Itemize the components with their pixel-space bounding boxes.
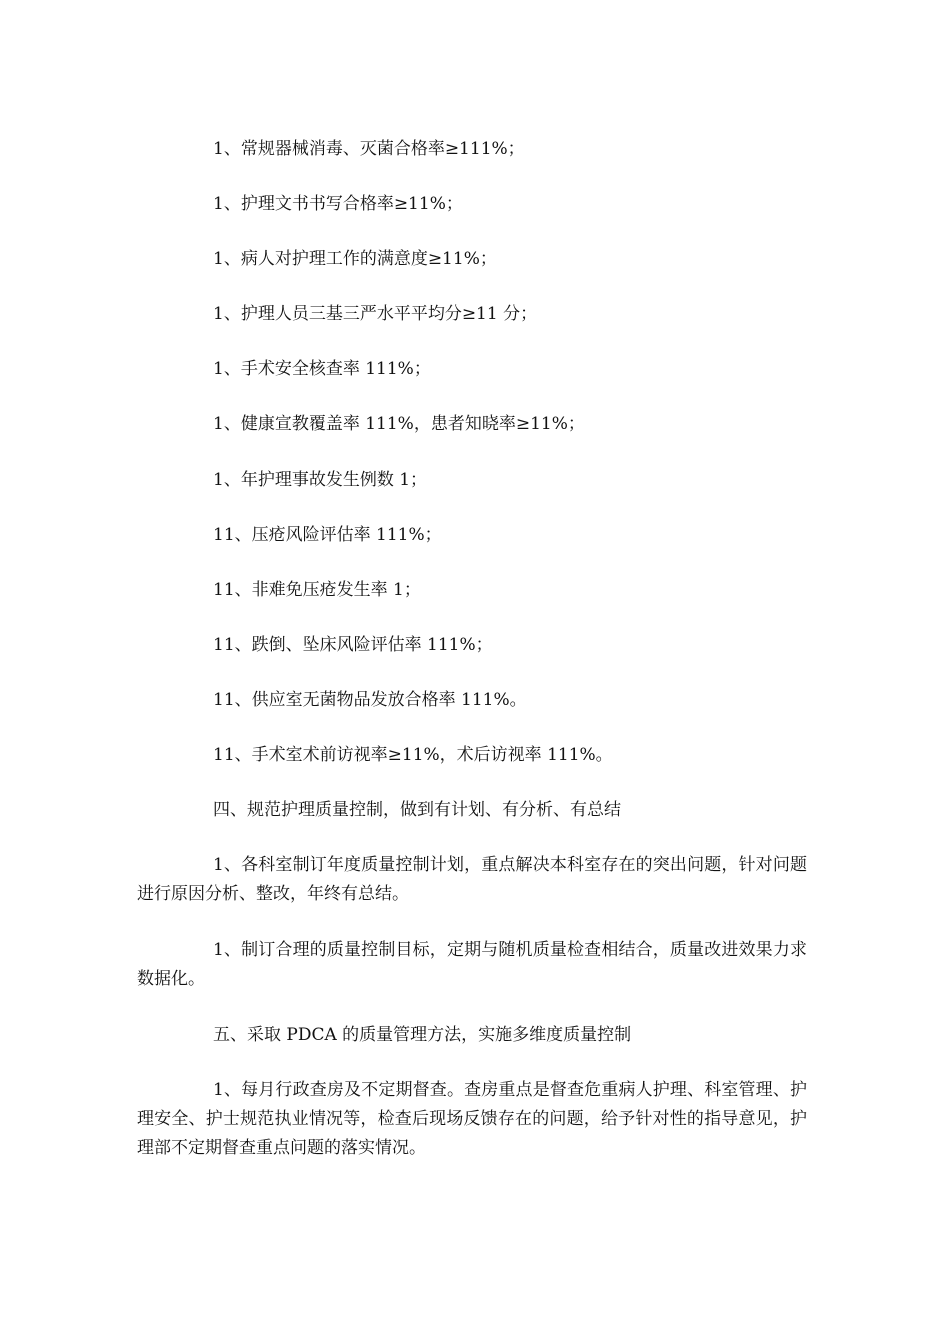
paragraph: 1、病人对护理工作的满意度≥11%； [213, 249, 497, 269]
paragraph: 1、每月行政查房及不定期督查。查房重点是督查危重病人护理、科室管理、护理安全、护士规范执业情况等，检查后现场反馈存在的问题，给予针对性的指导意见，护理部不定期督查重点问题的落实情况。 [137, 1080, 807, 1158]
paragraph: 1、护理文书书写合格率≥11%； [213, 194, 463, 214]
paragraph: 11、非难免压疮发生率 1； [213, 580, 421, 600]
paragraph: 1、手术安全核查率 111%； [213, 359, 431, 379]
paragraph: 1、护理人员三基三严水平平均分≥11 分； [213, 304, 538, 324]
paragraph: 11、压疮风险评估率 111%； [213, 525, 442, 545]
paragraph: 1、常规器械消毒、灭菌合格率≥111%； [213, 139, 525, 159]
section-heading: 五、采取 PDCA 的质量管理方法，实施多维度质量控制 [213, 1025, 632, 1045]
paragraph: 11、手术室术前访视率≥11%，术后访视率 111%。 [213, 745, 613, 765]
paragraph: 1、各科室制订年度质量控制计划，重点解决本科室存在的突出问题，针对问题进行原因分析、整改，年终有总结。 [137, 855, 807, 904]
paragraph: 11、供应室无菌物品发放合格率 111%。 [213, 690, 527, 710]
paragraph: 1、健康宣教覆盖率 111%，患者知晓率≥11%； [213, 414, 585, 434]
section-heading: 四、规范护理质量控制，做到有计划、有分析、有总结 [213, 800, 621, 820]
paragraph: 1、年护理事故发生例数 1； [213, 470, 428, 490]
paragraph: 11、跌倒、坠床风险评估率 111%； [213, 635, 493, 655]
paragraph: 1、制订合理的质量控制目标，定期与随机质量检查相结合，质量改进效果力求数据化。 [137, 940, 807, 989]
